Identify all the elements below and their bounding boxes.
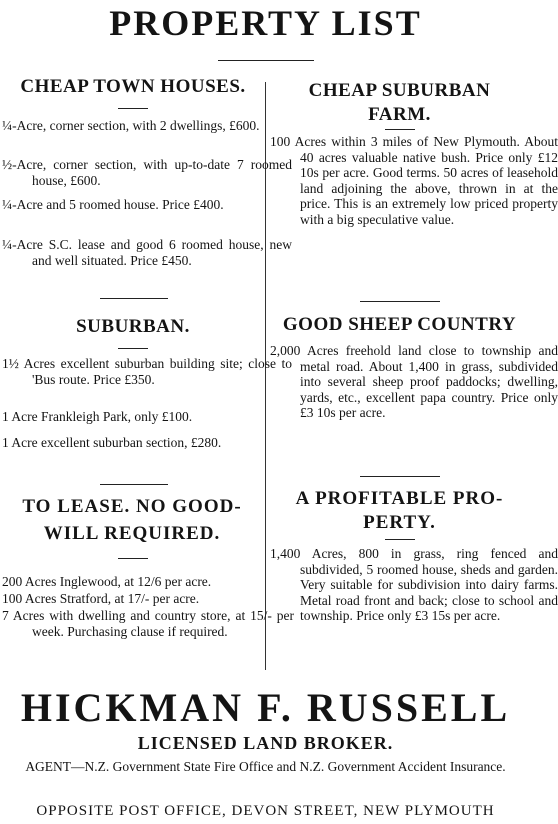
town-houses-rule bbox=[118, 108, 148, 109]
agency-line: AGENT—N.Z. Government State Fire Office and N.Z. Government Accident Insurance. bbox=[25, 759, 506, 774]
suburban-heading: SUBURBAN. bbox=[76, 316, 190, 337]
listing-suburban-3: 1 Acre excellent suburban section, £280. bbox=[2, 435, 222, 450]
listing-suburban-2: 1 Acre Frankleigh Park, only £100. bbox=[2, 409, 193, 424]
section-rule bbox=[360, 301, 440, 302]
sheep-country-heading: GOOD SHEEP COUNTRY bbox=[282, 314, 517, 335]
farm-rule bbox=[385, 129, 415, 130]
section-rule bbox=[100, 298, 168, 299]
listing-town-1: ¼-Acre, corner section, with 2 dwellings, £600. bbox=[2, 118, 260, 133]
title-rule bbox=[218, 60, 314, 61]
office-address: OPPOSITE POST OFFICE, DEVON STREET, NEW PLYMOUTH bbox=[36, 803, 495, 819]
profitable-rule bbox=[385, 539, 415, 540]
section-rule bbox=[100, 484, 168, 485]
listing-suburban-1: 1½ Acres excellent suburban building site; close to 'Bus route. Price £350. bbox=[2, 356, 292, 387]
listing-lease-3: 7 Acres with dwelling and country store, at 15/- per week. Purchasing clause if required. bbox=[2, 608, 294, 639]
suburban-farm-heading-line2: FARM. bbox=[368, 104, 431, 125]
listing-town-2: ½-Acre, corner section, with up-to-date 7 roomed house, £600. bbox=[2, 157, 292, 188]
profitable-heading-line1: A PROFITABLE PRO- bbox=[295, 488, 504, 509]
broker-title: LICENSED LAND BROKER. bbox=[137, 733, 394, 753]
lease-rule bbox=[118, 558, 148, 559]
listing-lease-1: 200 Acres Inglewood, at 12/6 per acre. bbox=[2, 574, 212, 589]
listing-farm: 100 Acres within 3 miles of New Plymouth. About 40 acres valuable native bush. Price only £12 10s per acre. Good terms. 50 acres of leasehold land adjoining the above, thrown in at the price. This is an extremely low priced property with a big speculative value. bbox=[270, 134, 558, 227]
suburban-rule bbox=[118, 348, 148, 349]
listing-profitable: 1,400 Acres, 800 in grass, ring fenced and subdivided, 5 roomed house, sheds and garden. Very suitable for subdivision into dairy farms. Metal road front and back; close to school and township. Price only £3 15s per acre. bbox=[270, 546, 558, 623]
page-title: PROPERTY LIST bbox=[109, 3, 422, 43]
section-rule bbox=[360, 476, 440, 477]
lease-heading-line2: WILL REQUIRED. bbox=[43, 523, 221, 544]
broker-name: HICKMAN F. RUSSELL bbox=[20, 685, 511, 730]
town-houses-heading: CHEAP TOWN HOUSES. bbox=[20, 76, 246, 97]
listing-town-4: ¼-Acre S.C. lease and good 6 roomed house, new and well situated. Price £450. bbox=[2, 237, 292, 268]
listing-town-3: ¼-Acre and 5 roomed house. Price £400. bbox=[2, 197, 224, 212]
lease-heading-line1: TO LEASE. NO GOOD- bbox=[22, 496, 242, 517]
profitable-heading-line2: PERTY. bbox=[363, 512, 436, 533]
listing-lease-2: 100 Acres Stratford, at 17/- per acre. bbox=[2, 591, 200, 606]
suburban-farm-heading-line1: CHEAP SUBURBAN bbox=[308, 80, 491, 101]
listing-sheep: 2,000 Acres freehold land close to township and metal road. About 1,400 in grass, subdivided into several sheep proof paddocks; dwelling, yards, etc., excellent papa country. Price only £3 10s per acre. bbox=[270, 343, 558, 420]
